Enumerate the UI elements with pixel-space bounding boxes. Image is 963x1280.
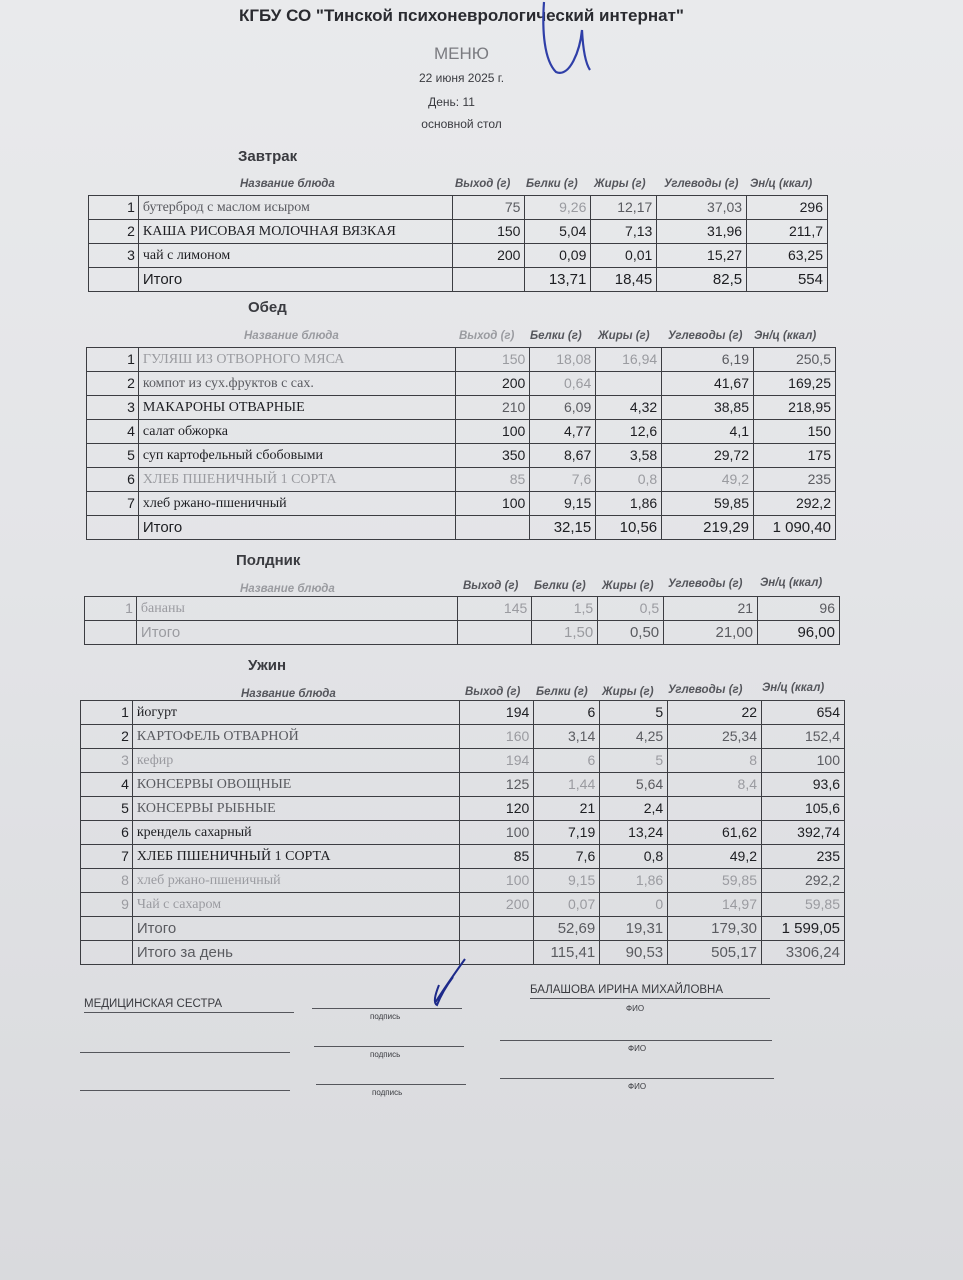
- col-header-output: Выход (г): [459, 330, 515, 342]
- table-row: [81, 893, 845, 917]
- section-title-lunch: Обед: [248, 299, 287, 316]
- output-value: 150: [452, 220, 525, 244]
- output-value: 100: [456, 492, 530, 516]
- signature-caption-3: подпись: [372, 1088, 403, 1097]
- dish-name: бананы: [136, 597, 457, 621]
- energy-value: 392,74: [762, 821, 845, 845]
- row-number: 7: [87, 492, 139, 516]
- fat-value: 0,8: [600, 845, 668, 869]
- protein-value: 7,19: [534, 821, 600, 845]
- table-row: [87, 420, 836, 444]
- output-value: 85: [460, 845, 534, 869]
- row-number: 6: [81, 821, 133, 845]
- energy-value: 59,85: [762, 893, 845, 917]
- protein-value: 7,6: [530, 468, 596, 492]
- total-carbs: 179,30: [668, 917, 762, 941]
- total-energy: 96,00: [758, 621, 840, 645]
- table-row: [85, 597, 840, 621]
- signatory-name-1: БАЛАШОВА ИРИНА МИХАЙЛОВНА: [530, 984, 724, 996]
- dish-name: хлеб ржано-пшеничный: [138, 492, 456, 516]
- fat-value: [596, 372, 662, 396]
- energy-value: 218,95: [754, 396, 836, 420]
- output-value: 350: [456, 444, 530, 468]
- table-row: [87, 468, 836, 492]
- col-header-fat: Жиры (г): [602, 580, 654, 592]
- carbs-value: 25,34: [668, 725, 762, 749]
- fat-value: 1,86: [600, 869, 668, 893]
- col-header-carbs: Углеводы (г): [668, 578, 743, 590]
- output-value: 100: [456, 420, 530, 444]
- row-number: 1: [85, 597, 137, 621]
- row-number: 1: [81, 701, 133, 725]
- protein-value: 1,44: [534, 773, 600, 797]
- carbs-value: 41,67: [662, 372, 754, 396]
- row-number: 8: [81, 869, 133, 893]
- dish-name: салат обжорка: [138, 420, 456, 444]
- carbs-value: 31,96: [657, 220, 747, 244]
- output-value: 125: [460, 773, 534, 797]
- table-row: [81, 749, 845, 773]
- snack-table: [84, 596, 840, 645]
- total-carbs: 21,00: [664, 621, 758, 645]
- signature-caption-1: подпись: [370, 1012, 401, 1021]
- col-header-name: Название блюда: [241, 688, 336, 700]
- row-number: 2: [87, 372, 139, 396]
- fat-value: 0,01: [591, 244, 657, 268]
- row-number: 5: [87, 444, 139, 468]
- energy-value: 100: [762, 749, 845, 773]
- total-fat: 10,56: [596, 516, 662, 540]
- fat-value: 12,6: [596, 420, 662, 444]
- protein-value: 0,07: [534, 893, 600, 917]
- row-number: 9: [81, 893, 133, 917]
- carbs-value: 49,2: [662, 468, 754, 492]
- total-energy: 1 090,40: [754, 516, 836, 540]
- protein-value: 0,09: [525, 244, 591, 268]
- output-value: 194: [460, 749, 534, 773]
- col-header-energy: Эн/ц (ккал): [750, 178, 813, 190]
- table-row: [81, 725, 845, 749]
- fat-value: 0,5: [598, 597, 664, 621]
- carbs-value: 4,1: [662, 420, 754, 444]
- energy-value: 235: [762, 845, 845, 869]
- energy-value: 105,6: [762, 797, 845, 821]
- dish-name: суп картофельный сбобовыми: [138, 444, 456, 468]
- role-line-2: [80, 1052, 290, 1053]
- output-value: 160: [460, 725, 534, 749]
- table-row: [81, 797, 845, 821]
- energy-value: 211,7: [747, 220, 828, 244]
- signature-caption-2: подпись: [370, 1050, 401, 1059]
- day-total-protein: 115,41: [534, 941, 600, 965]
- dish-name: МАКАРОНЫ ОТВАРНЫЕ: [138, 396, 456, 420]
- signature-line-3: [316, 1084, 466, 1085]
- output-value: 145: [458, 597, 532, 621]
- dish-name: КАША РИСОВАЯ МОЛОЧНАЯ ВЯЗКАЯ: [138, 220, 452, 244]
- fat-value: 7,13: [591, 220, 657, 244]
- name-line-3: [500, 1078, 774, 1079]
- lunch-table: [86, 347, 836, 540]
- protein-value: 9,15: [530, 492, 596, 516]
- fat-value: 3,58: [596, 444, 662, 468]
- col-header-protein: Белки (г): [526, 178, 578, 190]
- total-row: [81, 917, 845, 941]
- fio-caption-2: ФИО: [628, 1044, 647, 1053]
- total-row: [85, 621, 840, 645]
- total-row: [87, 516, 836, 540]
- dish-name: КОНСЕРВЫ ОВОЩНЫЕ: [132, 773, 460, 797]
- col-header-name: Название блюда: [240, 583, 335, 595]
- row-number: 5: [81, 797, 133, 821]
- protein-value: 5,04: [525, 220, 591, 244]
- menu-title: МЕНЮ: [434, 44, 489, 63]
- output-value: 200: [456, 372, 530, 396]
- carbs-value: 49,2: [668, 845, 762, 869]
- protein-value: 6: [534, 701, 600, 725]
- total-label: Итого: [138, 268, 452, 292]
- total-energy: 554: [747, 268, 828, 292]
- carbs-value: 8,4: [668, 773, 762, 797]
- dish-name: ХЛЕБ ПШЕНИЧНЫЙ 1 СОРТА: [132, 845, 460, 869]
- carbs-value: 38,85: [662, 396, 754, 420]
- dish-name: крендель сахарный: [132, 821, 460, 845]
- col-header-carbs: Углеводы (г): [668, 330, 743, 342]
- total-label: Итого: [136, 621, 457, 645]
- menu-day: День: 11: [428, 95, 475, 109]
- energy-value: 175: [754, 444, 836, 468]
- col-header-carbs: Углеводы (г): [668, 684, 743, 696]
- table-row: [89, 220, 828, 244]
- protein-value: 1,5: [532, 597, 598, 621]
- col-header-energy: Эн/ц (ккал): [762, 682, 825, 694]
- row-number: 4: [81, 773, 133, 797]
- protein-value: 0,64: [530, 372, 596, 396]
- fat-value: 5,64: [600, 773, 668, 797]
- handwritten-signature: [425, 955, 475, 1010]
- energy-value: 296: [747, 196, 828, 220]
- energy-value: 63,25: [747, 244, 828, 268]
- fat-value: 16,94: [596, 348, 662, 372]
- energy-value: 93,6: [762, 773, 845, 797]
- table-row: [81, 773, 845, 797]
- fat-value: 13,24: [600, 821, 668, 845]
- protein-value: 6,09: [530, 396, 596, 420]
- dish-name: йогурт: [132, 701, 460, 725]
- total-carbs: 219,29: [662, 516, 754, 540]
- fat-value: 1,86: [596, 492, 662, 516]
- total-label: Итого: [132, 917, 460, 941]
- signatory-role-1: МЕДИЦИНСКАЯ СЕСТРА: [84, 998, 223, 1010]
- output-value: 100: [460, 821, 534, 845]
- organization-title: КГБУ СО "Тинской психоневрологический интернат": [239, 6, 684, 25]
- total-fat: 18,45: [591, 268, 657, 292]
- row-number: 4: [87, 420, 139, 444]
- table-row: [87, 396, 836, 420]
- col-header-output: Выход (г): [455, 178, 511, 190]
- table-row: [87, 492, 836, 516]
- total-row: [89, 268, 828, 292]
- dish-name: хлеб ржано-пшеничный: [132, 869, 460, 893]
- fat-value: 2,4: [600, 797, 668, 821]
- day-total-label: Итого за день: [132, 941, 460, 965]
- dinner-table: [80, 700, 845, 965]
- carbs-value: 59,85: [662, 492, 754, 516]
- total-fat: 0,50: [598, 621, 664, 645]
- day-total-energy: 3306,24: [762, 941, 845, 965]
- output-value: 75: [452, 196, 525, 220]
- energy-value: 235: [754, 468, 836, 492]
- output-value: 85: [456, 468, 530, 492]
- row-number: 2: [81, 725, 133, 749]
- handwritten-mark: [530, 0, 610, 80]
- dish-name: КОНСЕРВЫ РЫБНЫЕ: [132, 797, 460, 821]
- carbs-value: 59,85: [668, 869, 762, 893]
- row-number: 3: [89, 244, 139, 268]
- total-carbs: 82,5: [657, 268, 747, 292]
- fat-value: 0: [600, 893, 668, 917]
- col-header-output: Выход (г): [465, 686, 521, 698]
- dish-name: Чай с сахаром: [132, 893, 460, 917]
- total-protein: 1,50: [532, 621, 598, 645]
- section-title-snack: Полдник: [236, 552, 301, 569]
- table-row: [81, 869, 845, 893]
- row-number: 6: [87, 468, 139, 492]
- output-value: 100: [460, 869, 534, 893]
- total-fat: 19,31: [600, 917, 668, 941]
- energy-value: 169,25: [754, 372, 836, 396]
- carbs-value: 61,62: [668, 821, 762, 845]
- menu-date: 22 июня 2025 г.: [418, 71, 505, 85]
- protein-value: 6: [534, 749, 600, 773]
- carbs-value: [668, 797, 762, 821]
- protein-value: 18,08: [530, 348, 596, 372]
- table-row: [87, 444, 836, 468]
- carbs-value: 15,27: [657, 244, 747, 268]
- fat-value: 5: [600, 749, 668, 773]
- table-type: основной стол: [421, 117, 502, 131]
- name-line-2: [500, 1040, 772, 1041]
- table-row: [87, 348, 836, 372]
- table-row: [81, 821, 845, 845]
- table-row: [81, 701, 845, 725]
- protein-value: 9,15: [534, 869, 600, 893]
- protein-value: 21: [534, 797, 600, 821]
- fio-caption-1: ФИО: [626, 1004, 645, 1013]
- total-protein: 32,15: [530, 516, 596, 540]
- output-value: 194: [460, 701, 534, 725]
- dish-name: ГУЛЯШ ИЗ ОТВОРНОГО МЯСА: [138, 348, 456, 372]
- table-row: [81, 845, 845, 869]
- energy-value: 250,5: [754, 348, 836, 372]
- protein-value: 8,67: [530, 444, 596, 468]
- output-value: 200: [460, 893, 534, 917]
- col-header-fat: Жиры (г): [594, 178, 646, 190]
- name-line-1: [530, 998, 770, 999]
- energy-value: 152,4: [762, 725, 845, 749]
- protein-value: 9,26: [525, 196, 591, 220]
- fat-value: 5: [600, 701, 668, 725]
- carbs-value: 37,03: [657, 196, 747, 220]
- row-number: 2: [89, 220, 139, 244]
- energy-value: 292,2: [762, 869, 845, 893]
- dish-name: компот из сух.фруктов с сах.: [138, 372, 456, 396]
- carbs-value: 22: [668, 701, 762, 725]
- energy-value: 96: [758, 597, 840, 621]
- energy-value: 150: [754, 420, 836, 444]
- fat-value: 4,32: [596, 396, 662, 420]
- col-header-name: Название блюда: [244, 330, 339, 342]
- section-title-breakfast: Завтрак: [238, 148, 298, 165]
- row-number: 7: [81, 845, 133, 869]
- carbs-value: 6,19: [662, 348, 754, 372]
- fat-value: 0,8: [596, 468, 662, 492]
- fat-value: 4,25: [600, 725, 668, 749]
- carbs-value: 14,97: [668, 893, 762, 917]
- fio-caption-3: ФИО: [628, 1082, 647, 1091]
- table-row: [89, 244, 828, 268]
- carbs-value: 21: [664, 597, 758, 621]
- col-header-energy: Эн/ц (ккал): [760, 577, 823, 589]
- carbs-value: 8: [668, 749, 762, 773]
- protein-value: 3,14: [534, 725, 600, 749]
- dish-name: ХЛЕБ ПШЕНИЧНЫЙ 1 СОРТА: [138, 468, 456, 492]
- row-number: 3: [87, 396, 139, 420]
- day-total-carbs: 505,17: [668, 941, 762, 965]
- total-protein: 13,71: [525, 268, 591, 292]
- row-number: 1: [87, 348, 139, 372]
- breakfast-table: [88, 195, 828, 292]
- carbs-value: 29,72: [662, 444, 754, 468]
- dish-name: кефир: [132, 749, 460, 773]
- output-value: 150: [456, 348, 530, 372]
- protein-value: 7,6: [534, 845, 600, 869]
- protein-value: 4,77: [530, 420, 596, 444]
- total-label: Итого: [138, 516, 456, 540]
- row-number: 3: [81, 749, 133, 773]
- fat-value: 12,17: [591, 196, 657, 220]
- total-protein: 52,69: [534, 917, 600, 941]
- output-value: 200: [452, 244, 525, 268]
- section-title-dinner: Ужин: [248, 657, 287, 674]
- energy-value: 654: [762, 701, 845, 725]
- col-header-energy: Эн/ц (ккал): [754, 330, 817, 342]
- col-header-name: Название блюда: [240, 178, 335, 190]
- row-number: 1: [89, 196, 139, 220]
- total-energy: 1 599,05: [762, 917, 845, 941]
- table-row: [89, 196, 828, 220]
- col-header-protein: Белки (г): [536, 686, 588, 698]
- dish-name: бутерброд с маслом исыром: [138, 196, 452, 220]
- output-value: 120: [460, 797, 534, 821]
- dish-name: чай с лимоном: [138, 244, 452, 268]
- role-line-1: [84, 1012, 294, 1013]
- col-header-carbs: Углеводы (г): [664, 178, 739, 190]
- col-header-fat: Жиры (г): [598, 330, 650, 342]
- energy-value: 292,2: [754, 492, 836, 516]
- signature-line-2: [314, 1046, 464, 1047]
- col-header-protein: Белки (г): [530, 330, 582, 342]
- day-total-fat: 90,53: [600, 941, 668, 965]
- col-header-output: Выход (г): [463, 580, 519, 592]
- col-header-protein: Белки (г): [534, 580, 586, 592]
- dish-name: КАРТОФЕЛЬ ОТВАРНОЙ: [132, 725, 460, 749]
- col-header-fat: Жиры (г): [602, 686, 654, 698]
- role-line-3: [80, 1090, 290, 1091]
- table-row: [87, 372, 836, 396]
- output-value: 210: [456, 396, 530, 420]
